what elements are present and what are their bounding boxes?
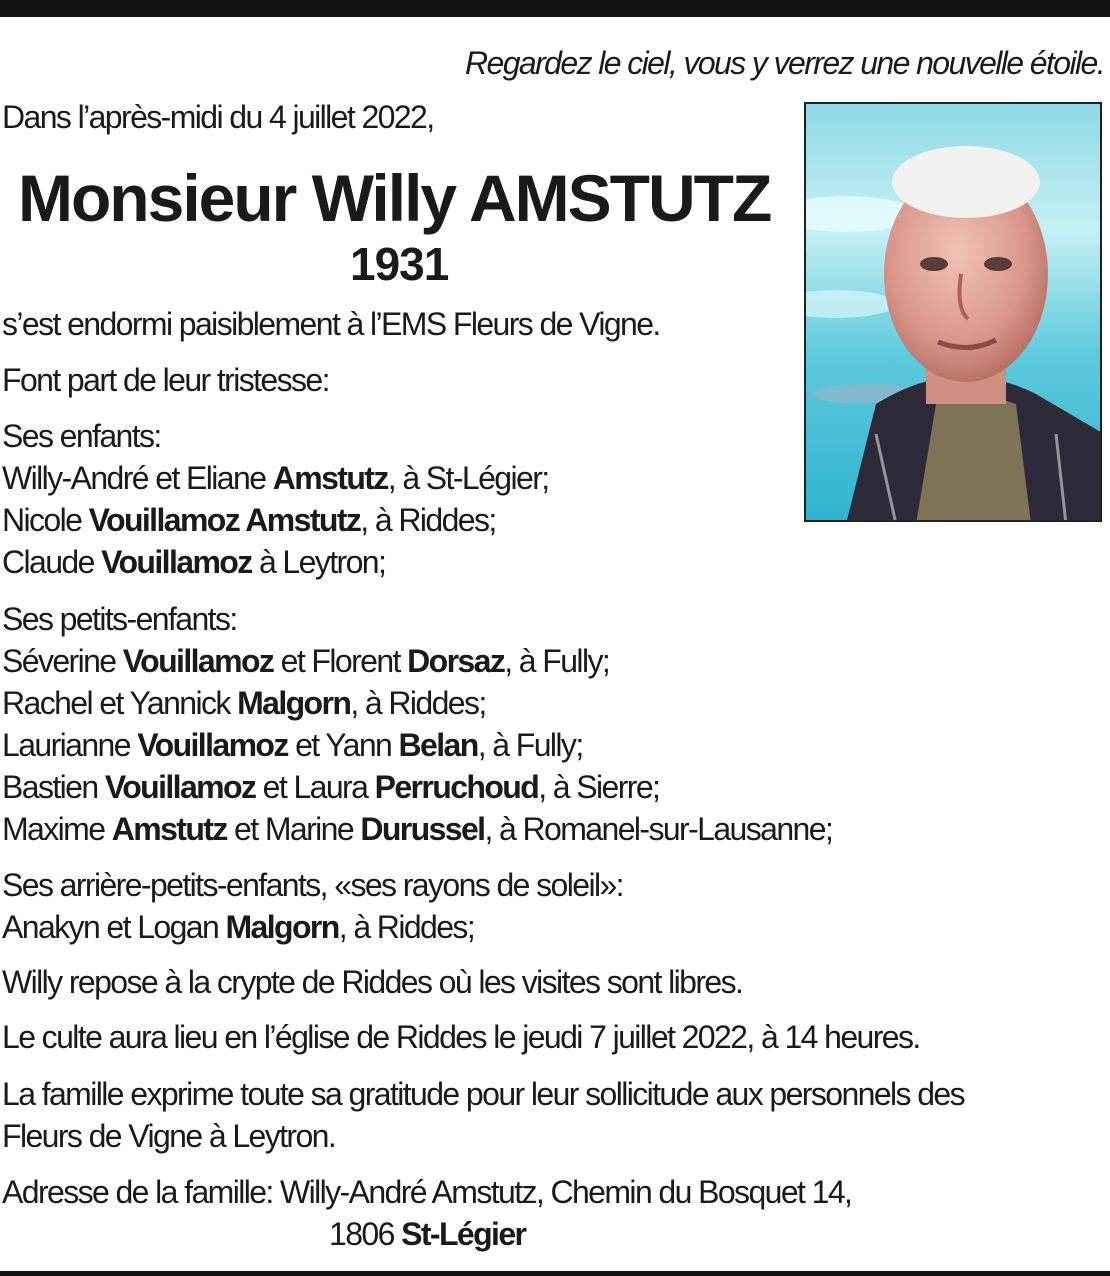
intro-date: Dans l’après-midi du 4 juillet 2022,: [2, 99, 434, 135]
text-segment: , à Romanel-sur-Lausanne;: [484, 811, 833, 847]
grandchildren-list: [2, 640, 832, 850]
statement: s’est endormi paisiblement à l’EMS Fleurs de Vigne.: [2, 306, 660, 342]
family-name: Perruchoud: [374, 769, 539, 805]
list-item: [2, 499, 549, 541]
epigraph: Regardez le ciel, vous y verrez une nouvelle étoile.: [465, 45, 1104, 81]
address-city: St-Légier: [401, 1216, 526, 1252]
text-segment: , à St-Légier;: [387, 460, 549, 496]
birth-year: 1931: [350, 238, 449, 290]
visit-info: Willy repose à la crypte de Riddes où les visites sont libres.: [2, 964, 743, 1000]
family-name: Vouillamoz Amstutz: [88, 502, 361, 538]
text-segment: , à Riddes;: [350, 685, 486, 721]
list-item: [2, 457, 549, 499]
great-grandchildren-heading: Ses arrière-petits-enfants, «ses rayons de soleil»:: [2, 867, 623, 903]
family-name: Vouillamoz: [137, 727, 288, 763]
list-item: [2, 682, 832, 724]
children-section: [2, 415, 549, 583]
text-segment: Claude: [2, 544, 102, 580]
text-segment: Séverine: [2, 643, 123, 679]
list-item: [2, 724, 832, 766]
family-name: Malgorn: [237, 685, 351, 721]
text-segment: et Laura: [255, 769, 375, 805]
family-name: Malgorn: [225, 909, 339, 945]
list-item: [2, 906, 623, 948]
gratitude-line-2: Fleurs de Vigne à Leytron.: [2, 1118, 336, 1154]
text-segment: , à Riddes;: [360, 502, 496, 538]
great-grandchildren-list: [2, 906, 623, 948]
list-item: [2, 541, 549, 583]
text-segment: Laurianne: [2, 727, 138, 763]
text-segment: et Florent: [273, 643, 408, 679]
gratitude-line-1: La famille exprime toute sa gratitude pour leur sollicitude aux personnels des: [2, 1076, 965, 1112]
family-name: Durussel: [360, 811, 485, 847]
family-name: Dorsaz: [407, 643, 505, 679]
family-name: Amstutz: [111, 811, 227, 847]
text-segment: Nicole: [2, 502, 89, 538]
text-segment: Maxime: [2, 811, 112, 847]
list-item: [2, 808, 832, 850]
text-segment: à Leytron;: [251, 544, 386, 580]
announce: Font part de leur tristesse:: [2, 362, 329, 398]
text-segment: et Marine: [226, 811, 361, 847]
text-segment: , à Fully;: [477, 727, 583, 763]
family-address: [2, 1171, 851, 1255]
text-segment: et Yann: [287, 727, 399, 763]
portrait-photo: [804, 102, 1102, 522]
great-grandchildren-section: [2, 864, 623, 948]
family-name: Belan: [398, 727, 478, 763]
children-heading: Ses enfants:: [2, 418, 161, 454]
text-segment: Bastien: [2, 769, 105, 805]
text-segment: Rachel et Yannick: [2, 685, 238, 721]
service-info: Le culte aura lieu en l’église de Riddes le jeudi 7 juillet 2022, à 14 heures.: [2, 1019, 920, 1055]
deceased-name: Monsieur Willy AMSTUTZ: [18, 161, 771, 235]
family-name: Amstutz: [272, 460, 388, 496]
list-item: [2, 766, 832, 808]
text-segment: , à Fully;: [504, 643, 610, 679]
grandchildren-section: [2, 598, 832, 850]
grandchildren-heading: Ses petits-enfants:: [2, 601, 237, 637]
address-line-1: Adresse de la famille: Willy-André Amstutz, Chemin du Bosquet 14,: [2, 1174, 852, 1210]
list-item: [2, 640, 832, 682]
bottom-rule: [0, 1271, 1110, 1276]
text-segment: Anakyn et Logan: [2, 909, 226, 945]
text-segment: , à Sierre;: [538, 769, 660, 805]
family-name: Vouillamoz: [122, 643, 274, 679]
text-segment: , à Riddes;: [338, 909, 475, 945]
family-name: Vouillamoz: [104, 769, 256, 805]
address-postcode: 1806: [329, 1216, 402, 1252]
children-list: [2, 457, 549, 583]
gratitude: [2, 1073, 964, 1157]
text-segment: Willy-André et Eliane: [2, 460, 273, 496]
portrait-illustration: [806, 104, 1102, 522]
family-name: Vouillamoz: [101, 544, 252, 580]
top-rule: [0, 0, 1110, 17]
address-line-2: [2, 1213, 851, 1255]
